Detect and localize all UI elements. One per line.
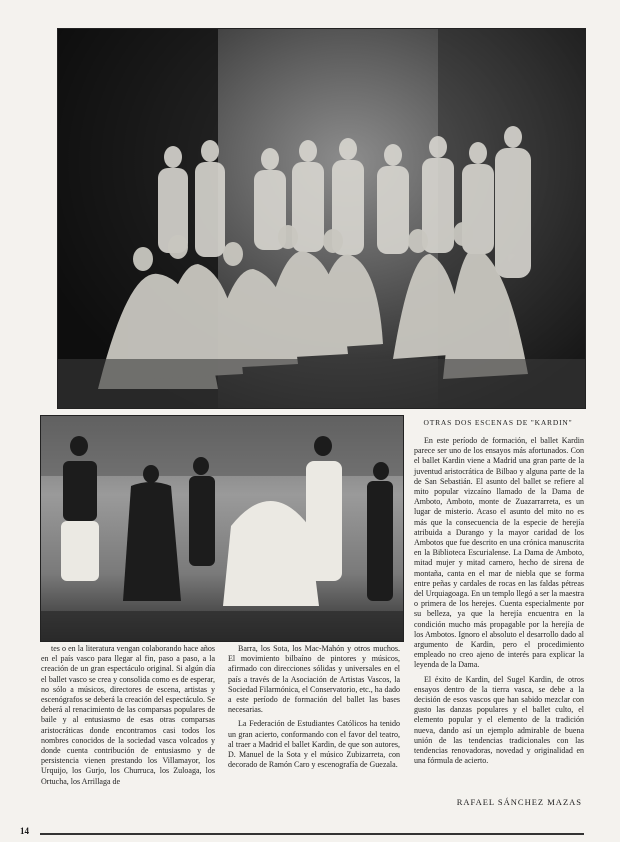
paragraph: Barra, los Sota, los Mac-Mahón y otros muchos. El movimiento bilbaíno de pintores y músicos, afirmado con direcciones sólidas y universales en el país a través de la Asociación de Artistas Vascos, la Sociedad Filarmónica, el Conservatorio, etc., ha dado a este período de formación del ballet las bases necesarias. bbox=[228, 644, 400, 715]
photo-bottom-figures bbox=[41, 416, 403, 641]
paragraph: El éxito de Kardin, del Sugel Kardin, de otros ensayos dentro de la tierra vasca, se debe a la decisión de esos vascos que han sabido mezclar con gusto las danzas populares y el ballet culto, el elemento popular y el elemento de la tradición nueva, dando así un ejemplo admirable de buena unión de las tendencias tradicionales con las tendencias renovadoras, novedad y originalidad en una fórmula de acierto. bbox=[414, 674, 584, 766]
paragraph: tes o en la literatura vengan colaborando hace años en el país vasco para llegar al fin, paso a paso, a la creación de un gran espectáculo original. Si algún día el ballet vasco se crea y consolida como es de esperar, no sólo a músicos, directores de escena, artistas y escenógrafos se deberá la creación del espectáculo. Se deberá al renacimiento de las comparsas populares de baile y al entusiasmo de esas otras comparsas aristocráticas donde encontramos casi todos los nombres conocidos de la sociedad vasca volcados y donde cuenta contribución de entusiasmo y de persistencia vienen prestando los Villamayor, los Urquijo, los Gurjo, los Churruca, los Zuloaga, los Ortucha, los Arrillaga de bbox=[41, 644, 215, 786]
text-column-2 bbox=[228, 644, 400, 774]
photo-top-figures bbox=[58, 29, 585, 408]
page-number: 14 bbox=[20, 826, 29, 836]
text-column-3 bbox=[414, 436, 584, 771]
text-column-1 bbox=[41, 644, 215, 791]
author-signature: RAFAEL SÁNCHEZ MAZAS bbox=[456, 797, 582, 807]
photo-caption: OTRAS DOS ESCENAS DE "KARDIN" bbox=[423, 418, 573, 427]
paragraph: La Federación de Estudiantes Católicos ha tenido un gran acierto, conformando con el favor del teatro, al traer a Madrid el ballet Kardin, de que son autores, D. Manuel de la Sota y el músico Zubizarreta, con decorado de Ramón Caro y escenografía de Guezala. bbox=[228, 719, 400, 770]
bottom-rule bbox=[40, 833, 584, 835]
ballet-scene-photo-bottom bbox=[40, 415, 404, 642]
ballet-group-photo-top bbox=[57, 28, 586, 409]
paragraph: En este período de formación, el ballet Kardin parece ser uno de los ensayos más afortunados. Con el ballet Kardin viene a Madrid una gran parte de la juventud aristocrática de Bilbao y alguna parte de la de San Sebastián. El asunto del ballet se refiere al mito popular vizcaíno llamado de la Dama de Amboto, Amboto, monte de Zuazarrarreta, es un lugar de misterio. Acaso el asunto del mito no es más que la consecuencia de la especie de herejía atribuida a Durango y la mayor caridad de los Ambotos que fue descrito en una crónica manuscrita en la Biblioteca Escurialense. La Dama de Amboto, mitad mujer y mitad carnero, hecho de sirena de montaña, canta en el mar de niebla que se forma entre peñas y cardales de rocas en las faldas pétreas del Urquiagoaga. En un templo llegó a ser la maestra o primera de los herejes. Cuenta especialmente por su belleza, ya que la herejía encuentra en la condición mucho más propagable por la herejía de los Ambotos. Ignoro el absoluto el desarrollo dado al argumento de Kardin, pero el procedimiento empleado no creo ajeno de interés para explicar la leyenda de la Dama. bbox=[414, 436, 584, 670]
